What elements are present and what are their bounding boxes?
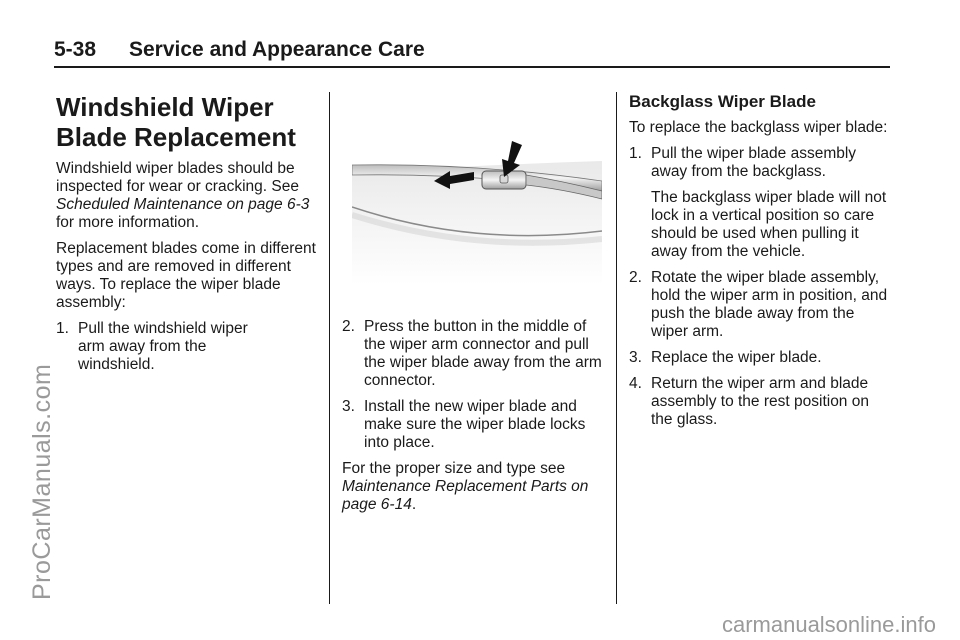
- windshield-step-1: [56, 320, 318, 374]
- step-text: Install the new wiper blade and make sure the wiper blade locks into place.: [364, 398, 586, 451]
- windshield-step-3: [342, 398, 604, 452]
- column-3: [629, 92, 894, 437]
- step-number: 1.: [629, 145, 642, 162]
- intro-text: Windshield wiper blades should be inspected for wear or cracking. See: [56, 160, 299, 195]
- side-watermark: ProCarManuals.com: [28, 363, 56, 600]
- column-1: [56, 92, 318, 382]
- main-heading: [56, 92, 318, 152]
- step-number: 1.: [56, 320, 69, 337]
- backglass-intro: To replace the backglass wiper blade:: [629, 119, 888, 136]
- page-number: 5-38: [54, 38, 97, 61]
- size-type-paragraph: [342, 460, 604, 514]
- windshield-step-2: [342, 318, 604, 390]
- column-2: [342, 318, 604, 522]
- step-number: 3.: [629, 349, 642, 366]
- section-title: Service and Appearance Care: [129, 38, 425, 61]
- step-text: Replace the wiper blade.: [651, 349, 822, 366]
- replacement-parts-link[interactable]: Maintenance Replacement Parts on page 6-14: [342, 478, 589, 513]
- step-text: Pull the wiper blade assembly away from the backglass.: [651, 145, 857, 180]
- step-number: 2.: [342, 318, 355, 335]
- windshield-steps-list: [56, 320, 318, 374]
- step-number: 4.: [629, 375, 642, 392]
- backglass-step-4: [629, 375, 894, 429]
- page-header: [54, 38, 890, 68]
- replacement-paragraph: Replacement blades come in different types and are removed in different ways. To replace the wiper blade assembly:: [56, 240, 316, 311]
- period: .: [411, 496, 417, 513]
- column-divider-left: [329, 92, 330, 604]
- main-heading-line1: Windshield Wiper: [56, 92, 274, 122]
- intro-paragraph: [56, 160, 318, 232]
- size-type-text: For the proper size and type see: [342, 460, 566, 477]
- main-heading-line2: Blade Replacement: [56, 122, 296, 152]
- backglass-heading: Backglass Wiper Blade: [629, 92, 816, 111]
- backglass-step-3: [629, 349, 894, 367]
- scheduled-maintenance-link[interactable]: Scheduled Maintenance on page 6-3: [56, 196, 310, 213]
- step-text: Press the button in the middle of the wiper arm connector and pull the wiper blade away from the arm connector.: [364, 318, 602, 389]
- backglass-step-1: [629, 145, 894, 261]
- intro-after-text: for more information.: [56, 214, 199, 231]
- step-note: The backglass wiper blade will not lock in a vertical position so care should be used when pulling it away from the vehicle.: [651, 189, 887, 260]
- backglass-step-2: [629, 269, 894, 341]
- step-text: Pull the windshield wiper arm away from the windshield.: [78, 320, 248, 373]
- windshield-steps-list-continued: [342, 318, 604, 452]
- header-divider: [54, 66, 890, 68]
- wiper-blade-illustration: [352, 135, 602, 285]
- step-number: 2.: [629, 269, 642, 286]
- step-text: Rotate the wiper blade assembly, hold the wiper arm in position, and push the blade away from the wiper arm.: [651, 269, 888, 340]
- bottom-watermark: carmanualsonline.info: [721, 612, 936, 637]
- step-number: 3.: [342, 398, 355, 415]
- backglass-steps-list: [629, 145, 894, 429]
- step-text: Return the wiper arm and blade assembly to the rest position on the glass.: [651, 375, 869, 428]
- column-divider-right: [616, 92, 617, 604]
